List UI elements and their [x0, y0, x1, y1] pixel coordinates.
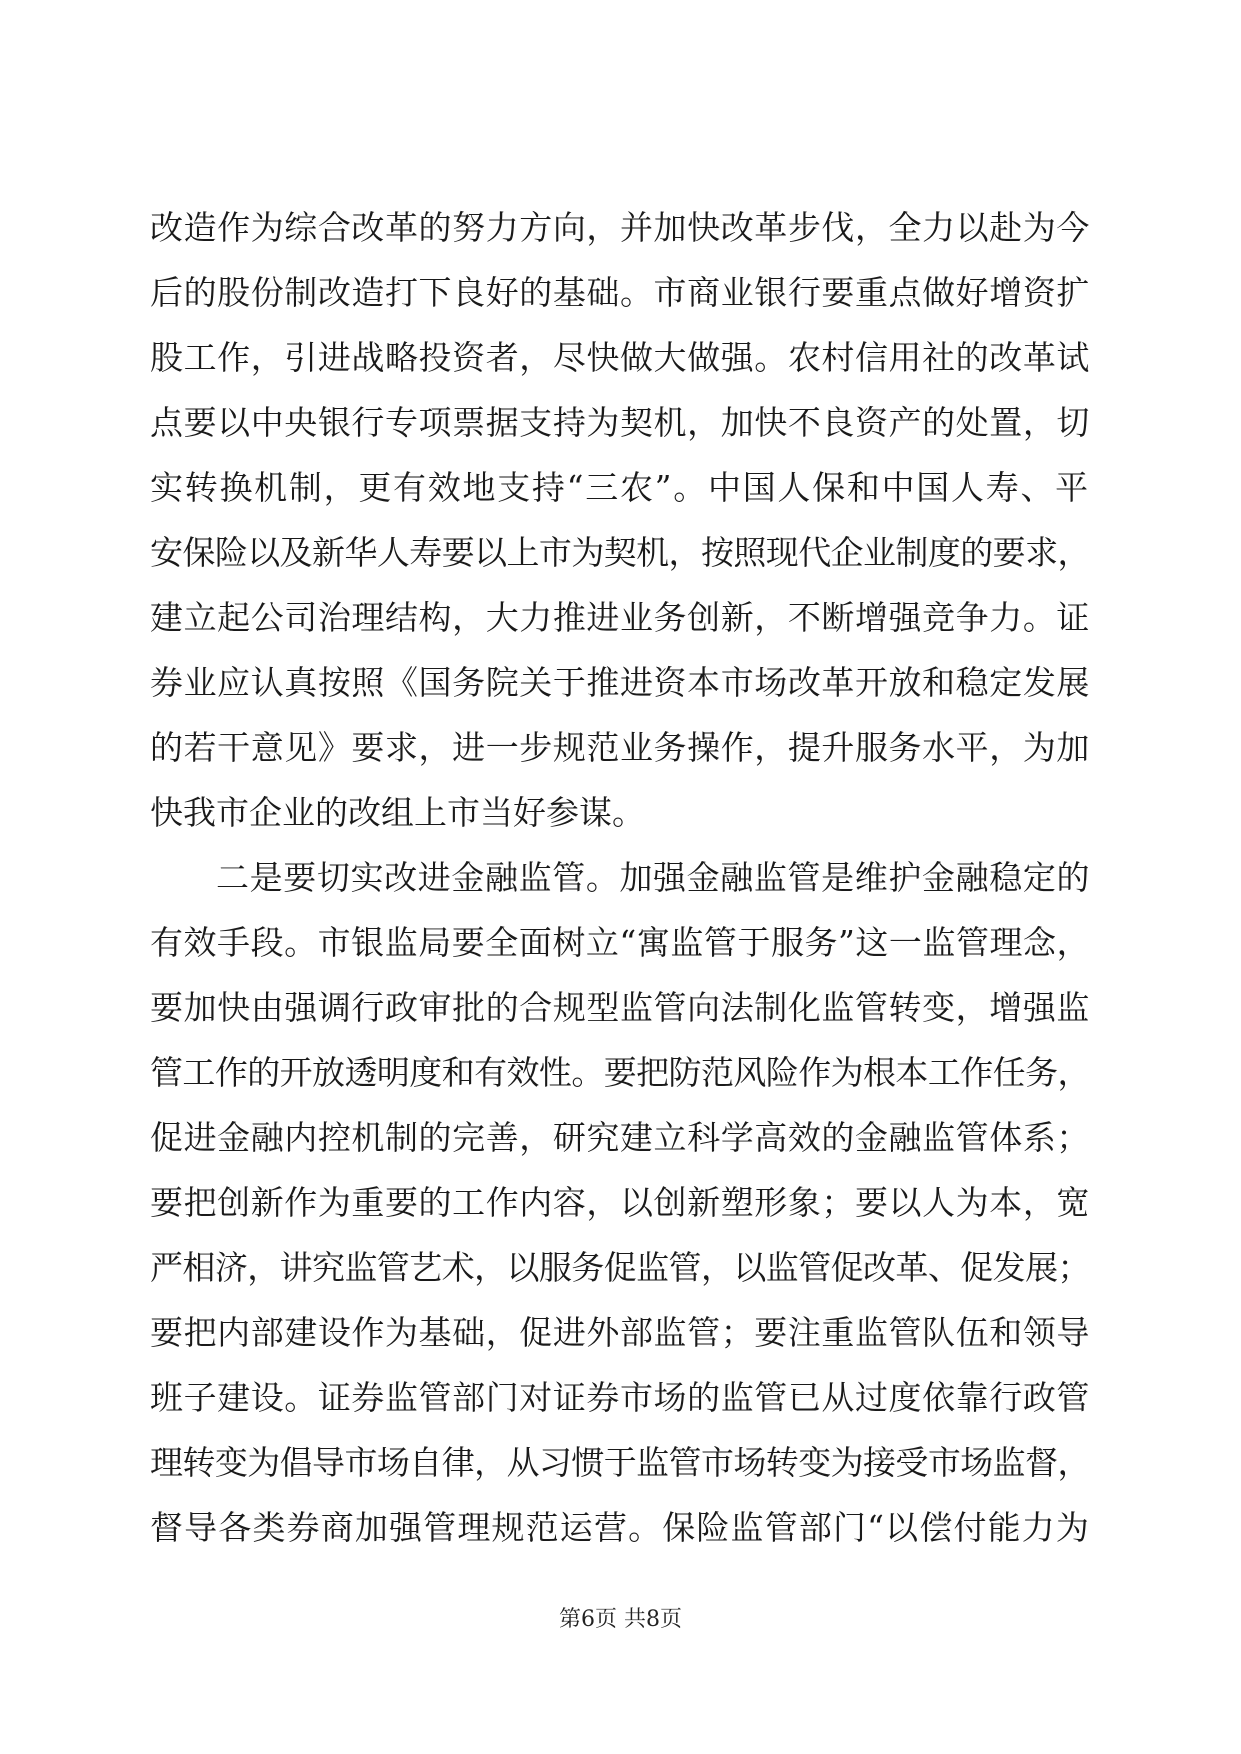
- text-line: [0, 1303, 1241, 1363]
- line-text: 要把内部建设作为基础，促进外部监管；要注重监管队伍和领导: [150, 1313, 1090, 1352]
- line-text: 促进金融内控机制的完善，研究建立科学高效的金融监管体系；: [150, 1118, 1090, 1157]
- line-text: 改造作为综合改革的努力方向，并加快改革步伐，全力以赴为今: [150, 208, 1090, 247]
- line-text: 有效手段。市银监局要全面树立“寓监管于服务”这一监管理念，: [150, 923, 1091, 962]
- text-line: [0, 1108, 1241, 1168]
- text-line: [0, 1433, 1241, 1493]
- text-line: [0, 328, 1241, 388]
- line-text: 建立起公司治理结构，大力推进业务创新，不断增强竞争力。证: [150, 598, 1090, 637]
- text-line: [0, 393, 1241, 453]
- text-line: [0, 588, 1241, 648]
- text-line: [0, 523, 1241, 583]
- paragraph-start: [0, 848, 1241, 908]
- line-text: 股工作，引进战略投资者，尽快做大做强。农村信用社的改革试: [150, 338, 1090, 377]
- line-text: 券业应认真按照《国务院关于推进资本市场改革开放和稳定发展: [150, 663, 1090, 702]
- text-line: [0, 1173, 1241, 1233]
- line-text: 实转换机制，更有效地支持“三农”。中国人保和中国人寿、平: [150, 468, 1090, 507]
- line-text: 要加快由强调行政审批的合规型监管向法制化监管转变，增强监: [150, 988, 1090, 1027]
- line-text: 管工作的开放透明度和有效性。要把防范风险作为根本工作任务，: [150, 1053, 1090, 1092]
- text-line: [0, 458, 1241, 518]
- text-line: [0, 653, 1241, 713]
- line-text: 二是要切实改进金融监管。加强金融监管是维护金融稳定的: [216, 858, 1091, 897]
- line-text: 安保险以及新华人寿要以上市为契机，按照现代企业制度的要求，: [150, 533, 1090, 572]
- line-text: 后的股份制改造打下良好的基础。市商业银行要重点做好增资扩: [150, 273, 1090, 312]
- line-text: 要把创新作为重要的工作内容，以创新塑形象；要以人为本，宽: [150, 1183, 1090, 1222]
- text-line: [0, 198, 1241, 258]
- page-number-footer: 第6页 共8页: [559, 1607, 682, 1632]
- text-line: [0, 1368, 1241, 1428]
- line-text: 班子建设。证券监管部门对证券市场的监管已从过度依靠行政管: [150, 1378, 1090, 1417]
- text-line: [0, 718, 1241, 778]
- text-line: [0, 263, 1241, 323]
- line-text: 督导各类券商加强管理规范运营。保险监管部门“以偿付能力为: [150, 1508, 1091, 1547]
- text-line: [0, 1498, 1241, 1558]
- line-text: 理转变为倡导市场自律，从习惯于监管市场转变为接受市场监督，: [150, 1443, 1090, 1482]
- text-line: [0, 1238, 1241, 1298]
- text-line: [0, 913, 1241, 973]
- text-line: [0, 1043, 1241, 1103]
- text-line: [0, 783, 1241, 843]
- line-text: 严相济，讲究监管艺术，以服务促监管，以监管促改革、促发展；: [150, 1248, 1090, 1287]
- text-line: [0, 978, 1241, 1038]
- line-text: 快我市企业的改组上市当好参谋。: [150, 793, 645, 832]
- line-text: 的若干意见》要求，进一步规范业务操作，提升服务水平，为加: [150, 728, 1090, 767]
- line-text: 点要以中央银行专项票据支持为契机，加快不良资产的处置，切: [150, 403, 1090, 442]
